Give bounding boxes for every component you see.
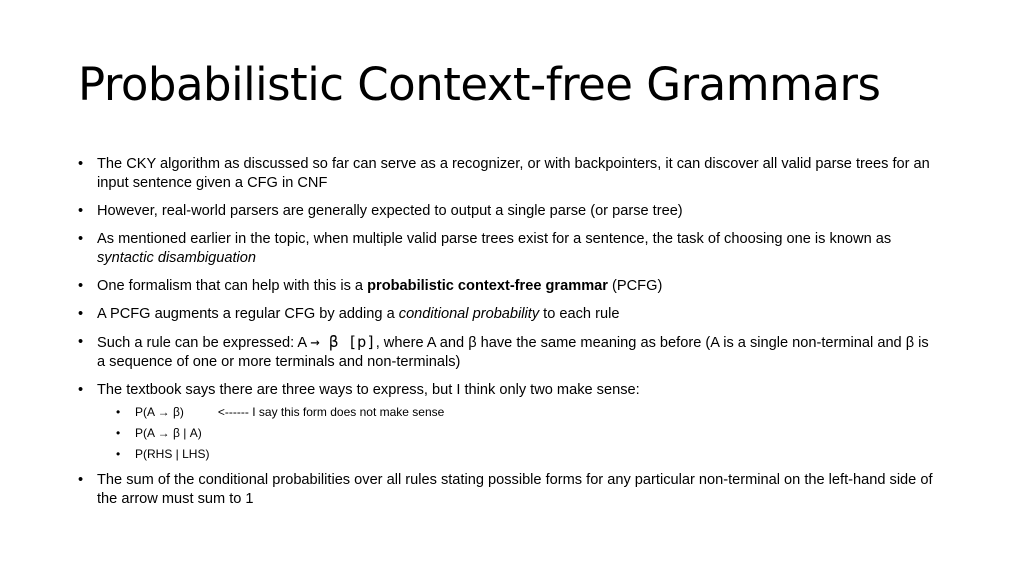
bullet-text-tail: (PCFG)	[607, 278, 663, 294]
bullet-item	[78, 381, 938, 462]
sub-bullet-text: P(RHS | LHS)	[135, 447, 210, 461]
sub-bullet-item	[116, 404, 938, 420]
bullet-text: The CKY algorithm as discussed so far can serve as a recognizer, or with backpointers, it can discover all valid parse trees for an input sentence given a CFG in CNF	[97, 156, 930, 191]
bullet-item	[78, 202, 938, 221]
bullet-dot: •	[78, 203, 84, 219]
bullet-text-tail: to each rule	[539, 306, 620, 322]
bullet-item	[78, 305, 938, 324]
bullet-text: However, real-world parsers are generally expected to output a single parse (or parse tree)	[97, 203, 683, 219]
bullet-text: The textbook says there are three ways to express, but I think only two make sense:	[97, 382, 640, 398]
bullet-dot: •	[78, 472, 84, 488]
rule-formula: → β [p]	[310, 333, 376, 351]
bullet-text: A PCFG augments a regular CFG by adding a	[97, 306, 399, 322]
bullet-text: One formalism that can help with this is a	[97, 278, 368, 294]
bold-term: probabilistic context-free grammar	[367, 278, 608, 294]
bullet-dot: •	[78, 382, 84, 398]
sub-bullet-item	[116, 446, 938, 462]
bullet-item	[78, 230, 938, 268]
bullet-item	[78, 155, 938, 193]
bullet-text: Such a rule can be expressed: A	[97, 335, 311, 351]
bullet-text-tail: , where A and β have the same meaning as before (A is a single non-terminal and β is a sequence of one or more terminals and non-terminals)	[97, 335, 929, 370]
bullet-dot: •	[78, 306, 84, 322]
bullet-text: As mentioned earlier in the topic, when multiple valid parse trees exist for a sentence, the task of choosing one is known as	[97, 231, 892, 247]
sub-bullet-note: <------ I say this form does not make sense	[217, 405, 445, 419]
bullet-dot: •	[116, 405, 121, 419]
slide-title: Probabilistic Context-free Grammars	[78, 58, 881, 111]
sub-bullet-text: P(A → β)	[135, 405, 184, 419]
bullet-dot: •	[116, 426, 121, 440]
bullet-text: The sum of the conditional probabilities over all rules stating possible forms for any particular non-terminal on the left-hand side of the arrow must sum to 1	[97, 472, 933, 507]
bullet-dot: •	[78, 334, 84, 350]
bullet-list	[78, 155, 938, 518]
emphasis-text: conditional probability	[398, 306, 540, 322]
bullet-dot: •	[116, 447, 121, 461]
bullet-item	[78, 333, 938, 372]
sub-bullet-item	[116, 425, 938, 441]
sub-bullet-text: P(A → β | A)	[135, 426, 202, 440]
bullet-dot: •	[78, 156, 84, 172]
emphasis-text: syntactic disambiguation	[97, 250, 256, 266]
bullet-dot: •	[78, 278, 84, 294]
sub-bullet-list	[97, 404, 938, 462]
bullet-item	[78, 277, 938, 296]
bullet-item	[78, 471, 938, 509]
bullet-dot: •	[78, 231, 84, 247]
